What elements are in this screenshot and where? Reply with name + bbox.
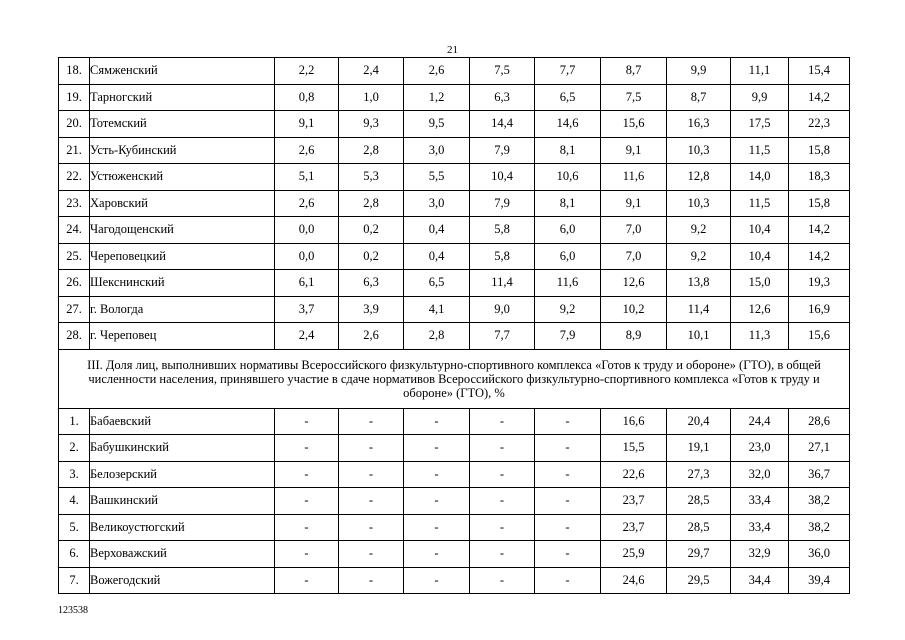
value-cell: 3,9: [339, 296, 404, 323]
value-cell: -: [470, 435, 535, 462]
value-cell: 9,2: [535, 296, 601, 323]
value-cell: 6,0: [535, 243, 601, 270]
value-cell: 9,9: [667, 58, 731, 85]
value-cell: -: [404, 541, 470, 568]
value-cell: 1,2: [404, 84, 470, 111]
value-cell: 9,3: [339, 111, 404, 138]
value-cell: 24,6: [601, 567, 667, 594]
value-cell: 11,6: [535, 270, 601, 297]
value-cell: 2,6: [339, 323, 404, 350]
value-cell: 8,7: [667, 84, 731, 111]
value-cell: 36,7: [789, 461, 850, 488]
value-cell: -: [339, 514, 404, 541]
value-cell: 28,5: [667, 514, 731, 541]
value-cell: 2,6: [275, 190, 339, 217]
value-cell: 27,1: [789, 435, 850, 462]
value-cell: 34,4: [731, 567, 789, 594]
value-cell: -: [470, 461, 535, 488]
value-cell: 11,5: [731, 137, 789, 164]
value-cell: 22,6: [601, 461, 667, 488]
value-cell: 23,7: [601, 514, 667, 541]
value-cell: -: [535, 461, 601, 488]
value-cell: 6,5: [404, 270, 470, 297]
value-cell: 7,9: [470, 137, 535, 164]
district-name: Сямженский: [90, 58, 275, 85]
value-cell: 33,4: [731, 488, 789, 515]
value-cell: 0,2: [339, 243, 404, 270]
value-cell: -: [404, 567, 470, 594]
value-cell: 32,9: [731, 541, 789, 568]
district-name: Великоустюгский: [90, 514, 275, 541]
value-cell: 10,6: [535, 164, 601, 191]
value-cell: 23,0: [731, 435, 789, 462]
value-cell: 2,2: [275, 58, 339, 85]
row-number: 1.: [59, 408, 90, 435]
value-cell: 10,1: [667, 323, 731, 350]
district-name: Бабаевский: [90, 408, 275, 435]
value-cell: -: [470, 408, 535, 435]
value-cell: 11,6: [601, 164, 667, 191]
row-number: 5.: [59, 514, 90, 541]
value-cell: 28,5: [667, 488, 731, 515]
value-cell: 20,4: [667, 408, 731, 435]
district-name: г. Вологда: [90, 296, 275, 323]
value-cell: 5,8: [470, 243, 535, 270]
value-cell: 11,3: [731, 323, 789, 350]
value-cell: 2,8: [404, 323, 470, 350]
value-cell: -: [535, 514, 601, 541]
value-cell: 22,3: [789, 111, 850, 138]
value-cell: -: [339, 461, 404, 488]
value-cell: 24,4: [731, 408, 789, 435]
value-cell: 10,4: [731, 243, 789, 270]
value-cell: -: [404, 488, 470, 515]
value-cell: 15,4: [789, 58, 850, 85]
value-cell: -: [535, 435, 601, 462]
table-row: [59, 488, 850, 515]
value-cell: 2,6: [275, 137, 339, 164]
value-cell: 5,3: [339, 164, 404, 191]
table-row: [59, 137, 850, 164]
district-name: г. Череповец: [90, 323, 275, 350]
value-cell: 7,0: [601, 217, 667, 244]
value-cell: 38,2: [789, 488, 850, 515]
value-cell: 7,9: [535, 323, 601, 350]
value-cell: 9,1: [275, 111, 339, 138]
value-cell: 15,5: [601, 435, 667, 462]
row-number: 4.: [59, 488, 90, 515]
value-cell: 36,0: [789, 541, 850, 568]
value-cell: 8,1: [535, 190, 601, 217]
value-cell: 0,4: [404, 217, 470, 244]
district-name: Шекснинский: [90, 270, 275, 297]
value-cell: 12,8: [667, 164, 731, 191]
section-heading-row: [59, 349, 850, 408]
value-cell: 16,6: [601, 408, 667, 435]
value-cell: 9,2: [667, 217, 731, 244]
table-row: [59, 111, 850, 138]
table-row: [59, 541, 850, 568]
row-number: 24.: [59, 217, 90, 244]
value-cell: 7,5: [601, 84, 667, 111]
value-cell: -: [275, 408, 339, 435]
table-row: [59, 217, 850, 244]
value-cell: -: [535, 567, 601, 594]
row-number: 20.: [59, 111, 90, 138]
value-cell: 18,3: [789, 164, 850, 191]
value-cell: -: [275, 567, 339, 594]
value-cell: 4,1: [404, 296, 470, 323]
value-cell: 2,6: [404, 58, 470, 85]
value-cell: 14,2: [789, 243, 850, 270]
district-name: Тотемский: [90, 111, 275, 138]
value-cell: 6,5: [535, 84, 601, 111]
value-cell: -: [404, 461, 470, 488]
value-cell: -: [275, 514, 339, 541]
value-cell: 19,1: [667, 435, 731, 462]
value-cell: -: [339, 435, 404, 462]
value-cell: 10,4: [731, 217, 789, 244]
footer-code: 123538: [58, 605, 88, 616]
district-name: Усть-Кубинский: [90, 137, 275, 164]
district-name: Верховажский: [90, 541, 275, 568]
value-cell: 12,6: [731, 296, 789, 323]
row-number: 2.: [59, 435, 90, 462]
value-cell: 9,1: [601, 137, 667, 164]
value-cell: -: [339, 488, 404, 515]
table-row: [59, 84, 850, 111]
value-cell: 17,5: [731, 111, 789, 138]
value-cell: 7,7: [470, 323, 535, 350]
value-cell: -: [535, 541, 601, 568]
value-cell: 15,0: [731, 270, 789, 297]
value-cell: 2,4: [339, 58, 404, 85]
table-body-top: [59, 58, 850, 350]
value-cell: 15,8: [789, 137, 850, 164]
value-cell: 12,6: [601, 270, 667, 297]
table-row: [59, 296, 850, 323]
value-cell: 14,2: [789, 217, 850, 244]
row-number: 27.: [59, 296, 90, 323]
value-cell: 10,3: [667, 137, 731, 164]
value-cell: 6,3: [339, 270, 404, 297]
value-cell: 33,4: [731, 514, 789, 541]
value-cell: 28,6: [789, 408, 850, 435]
value-cell: 2,8: [339, 190, 404, 217]
value-cell: 0,0: [275, 217, 339, 244]
value-cell: 15,6: [789, 323, 850, 350]
value-cell: 7,9: [470, 190, 535, 217]
table-row: [59, 190, 850, 217]
row-number: 25.: [59, 243, 90, 270]
value-cell: -: [339, 541, 404, 568]
table-body-bottom: [59, 408, 850, 594]
value-cell: 11,1: [731, 58, 789, 85]
value-cell: 10,3: [667, 190, 731, 217]
value-cell: 9,1: [601, 190, 667, 217]
value-cell: 9,9: [731, 84, 789, 111]
value-cell: 0,4: [404, 243, 470, 270]
table-row: [59, 408, 850, 435]
value-cell: -: [275, 488, 339, 515]
table-row: [59, 435, 850, 462]
indicator-table: [58, 57, 850, 594]
district-name: Череповецкий: [90, 243, 275, 270]
table-row: [59, 243, 850, 270]
value-cell: 2,8: [339, 137, 404, 164]
value-cell: 11,4: [470, 270, 535, 297]
value-cell: 10,2: [601, 296, 667, 323]
value-cell: 1,0: [339, 84, 404, 111]
value-cell: -: [470, 514, 535, 541]
value-cell: 13,8: [667, 270, 731, 297]
table-row: [59, 461, 850, 488]
value-cell: 15,8: [789, 190, 850, 217]
value-cell: 0,8: [275, 84, 339, 111]
row-number: 7.: [59, 567, 90, 594]
value-cell: 14,2: [789, 84, 850, 111]
value-cell: -: [275, 541, 339, 568]
district-name: Вашкинский: [90, 488, 275, 515]
value-cell: -: [404, 514, 470, 541]
value-cell: -: [470, 488, 535, 515]
value-cell: 7,0: [601, 243, 667, 270]
value-cell: 9,5: [404, 111, 470, 138]
value-cell: -: [535, 408, 601, 435]
value-cell: 23,7: [601, 488, 667, 515]
value-cell: -: [275, 461, 339, 488]
value-cell: 25,9: [601, 541, 667, 568]
value-cell: 3,0: [404, 137, 470, 164]
row-number: 18.: [59, 58, 90, 85]
page-number: 21: [447, 44, 458, 56]
table-row: [59, 567, 850, 594]
value-cell: 2,4: [275, 323, 339, 350]
value-cell: -: [404, 435, 470, 462]
value-cell: 9,2: [667, 243, 731, 270]
row-number: 19.: [59, 84, 90, 111]
district-name: Устюженский: [90, 164, 275, 191]
district-name: Бабушкинский: [90, 435, 275, 462]
value-cell: -: [470, 541, 535, 568]
value-cell: 16,9: [789, 296, 850, 323]
table-row: [59, 58, 850, 85]
section-heading: III. Доля лиц, выполнивших нормативы Всероссийского физкультурно-спортивного комплекса «Готов к труду и обороне» (ГТО), в общей численности населения, принявшего участие в сдаче нормативов Всероссийского физкультурно-спортивного комплекса «Готов к труду и обороне» (ГТО), %: [59, 349, 850, 408]
value-cell: 8,1: [535, 137, 601, 164]
table-row: [59, 164, 850, 191]
district-name: Тарногский: [90, 84, 275, 111]
value-cell: 15,6: [601, 111, 667, 138]
value-cell: 38,2: [789, 514, 850, 541]
value-cell: 14,6: [535, 111, 601, 138]
value-cell: -: [470, 567, 535, 594]
section-heading-body: [59, 349, 850, 408]
value-cell: 14,0: [731, 164, 789, 191]
value-cell: 19,3: [789, 270, 850, 297]
value-cell: 27,3: [667, 461, 731, 488]
table-row: [59, 514, 850, 541]
value-cell: 6,3: [470, 84, 535, 111]
value-cell: 7,7: [535, 58, 601, 85]
value-cell: 16,3: [667, 111, 731, 138]
district-name: Чагодощенский: [90, 217, 275, 244]
row-number: 23.: [59, 190, 90, 217]
row-number: 22.: [59, 164, 90, 191]
value-cell: 8,9: [601, 323, 667, 350]
value-cell: 0,2: [339, 217, 404, 244]
value-cell: 14,4: [470, 111, 535, 138]
value-cell: 3,7: [275, 296, 339, 323]
row-number: 28.: [59, 323, 90, 350]
value-cell: 29,7: [667, 541, 731, 568]
value-cell: 6,0: [535, 217, 601, 244]
value-cell: 5,5: [404, 164, 470, 191]
table-row: [59, 270, 850, 297]
value-cell: 3,0: [404, 190, 470, 217]
value-cell: 11,5: [731, 190, 789, 217]
value-cell: 11,4: [667, 296, 731, 323]
value-cell: -: [275, 435, 339, 462]
row-number: 3.: [59, 461, 90, 488]
row-number: 26.: [59, 270, 90, 297]
value-cell: 9,0: [470, 296, 535, 323]
value-cell: 32,0: [731, 461, 789, 488]
value-cell: 10,4: [470, 164, 535, 191]
value-cell: 5,1: [275, 164, 339, 191]
value-cell: 39,4: [789, 567, 850, 594]
row-number: 6.: [59, 541, 90, 568]
value-cell: 0,0: [275, 243, 339, 270]
value-cell: 8,7: [601, 58, 667, 85]
value-cell: -: [535, 488, 601, 515]
value-cell: 29,5: [667, 567, 731, 594]
row-number: 21.: [59, 137, 90, 164]
value-cell: -: [404, 408, 470, 435]
district-name: Белозерский: [90, 461, 275, 488]
table-row: [59, 323, 850, 350]
value-cell: 6,1: [275, 270, 339, 297]
district-name: Харовский: [90, 190, 275, 217]
value-cell: -: [339, 567, 404, 594]
value-cell: 7,5: [470, 58, 535, 85]
value-cell: -: [339, 408, 404, 435]
district-name: Вожегодский: [90, 567, 275, 594]
value-cell: 5,8: [470, 217, 535, 244]
